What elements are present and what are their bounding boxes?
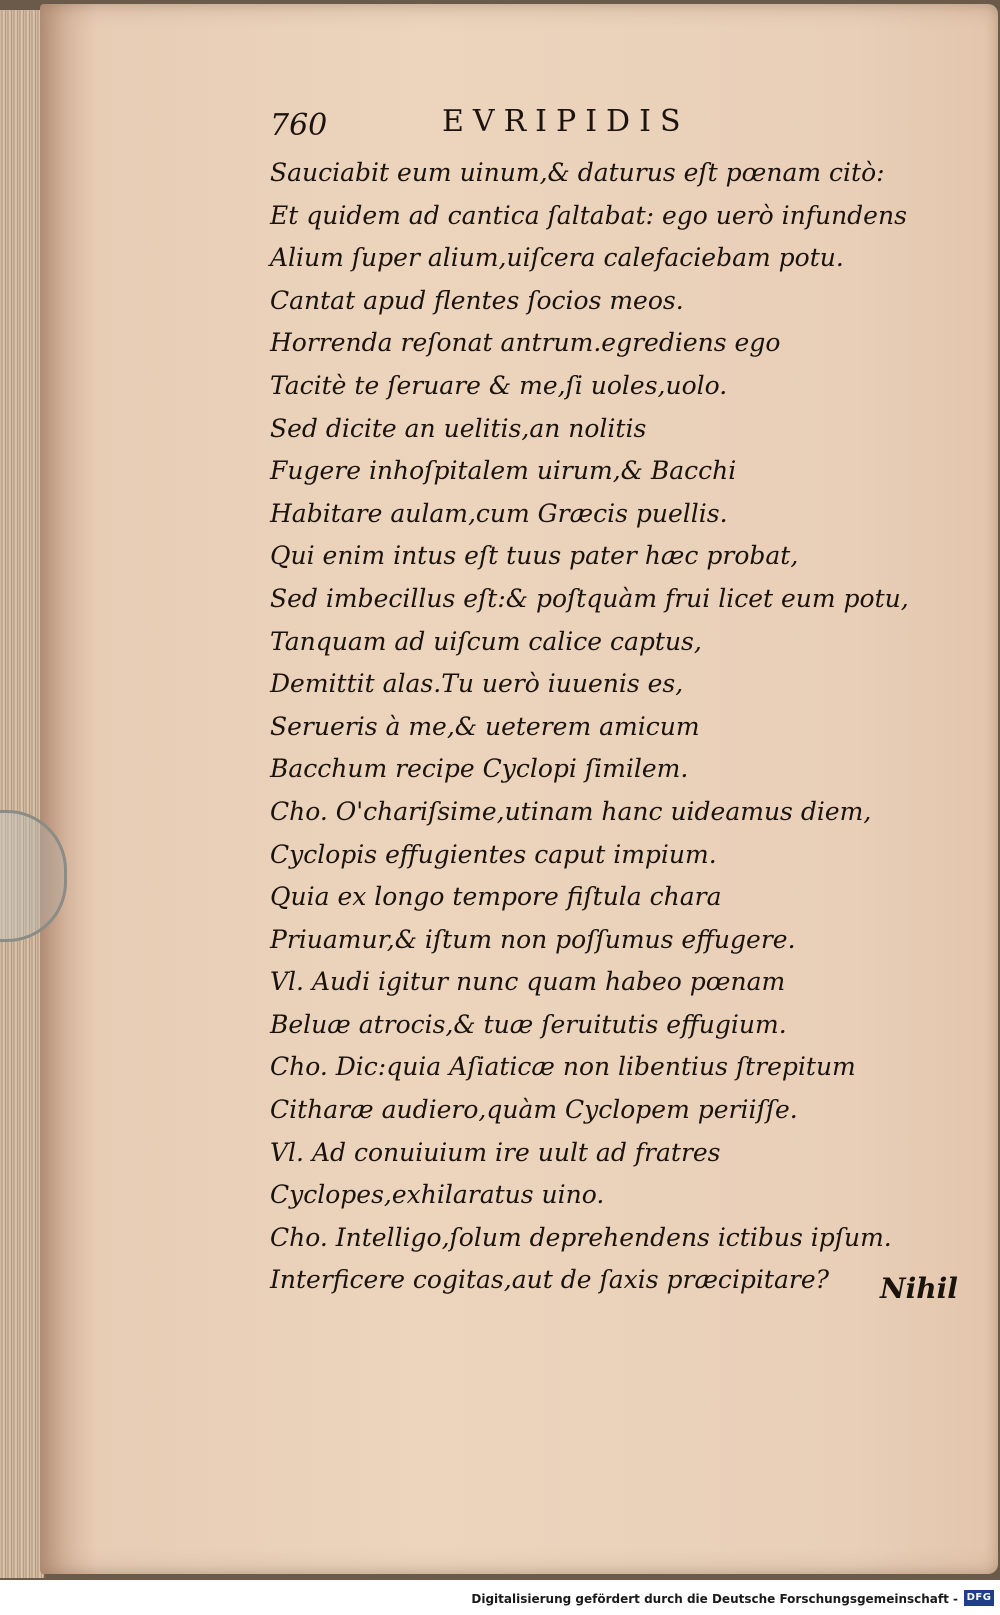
verse-line: Horrenda reſonat antrum.egrediens ego [270,328,781,358]
verse-line: Habitare aulam,cum Græcis puellis. [270,498,728,528]
verse-line: Alium ſuper alium,uiſcera calefaciebam potu. [270,243,844,273]
verse-line: Priuamur,& iſtum non poſſumus effugere. [270,924,796,954]
verse-line: Interficere cogitas,aut de ſaxis præcipitare? [270,1265,830,1295]
verse-line: Et quidem ad cantica ſaltabat: ego uerò infundens [270,200,907,230]
verse-line: Qui enim intus eſt tuus pater hæc probat, [270,541,799,571]
running-title: EVRIPIDIS [442,104,690,139]
verse-line: Demittit alas.Tu uerò iuuenis es, [270,669,684,699]
verse-line: Tanquam ad uiſcum calice captus, [270,626,702,656]
verse-line: Beluæ atrocis,& tuæ ſeruitutis effugium. [270,1009,787,1039]
verse-line: Citharæ audiero,quàm Cyclopem periiſſe. [270,1095,798,1125]
verse-line: Fugere inhoſpitalem uirum,& Bacchi [270,456,737,486]
verse-line: Sed dicite an uelitis,an nolitis [270,413,647,443]
verse-line: Cantat apud flentes ſocios meos. [270,285,684,315]
verse-line: Cyclopis effugientes caput impium. [270,839,717,869]
verse-line: Tacitè te ſeruare & me,ſi uoles,uolo. [270,370,728,400]
verse-line: Bacchum recipe Cyclopi ſimilem. [270,754,689,784]
catchword: Nihil [880,1272,958,1305]
verse-text [270,152,960,1302]
verse-line: Cho. O'chariſsime,utinam hanc uideamus diem, [270,796,872,826]
digitization-footer [0,1580,1000,1615]
verse-line: Serueris à me,& ueterem amicum [270,711,700,741]
verse-line: Vl. Audi igitur nunc quam habeo pœnam [270,967,786,997]
verse-line: Cho. Intelligo,ſolum deprehendens ictibus ipſum. [270,1222,892,1252]
verse-line: Cyclopes,exhilaratus uino. [270,1180,605,1210]
verse-line: Sauciabit eum uinum,& daturus eſt pœnam citò: [270,158,885,187]
funding-credit: Digitalisierung gefördert durch die Deutsche Forschungsgemeinschaft - [471,1592,958,1606]
verse-line: Sed imbecillus eſt:& poſtquàm frui licet eum potu, [270,583,909,613]
page-number: 760 [270,108,328,143]
verse-line: Quia ex longo tempore fiſtula chara [270,882,722,912]
dfg-logo: DFG [964,1590,994,1606]
page-header [270,102,950,150]
verse-line: Cho. Dic:quia Aſiaticæ non libentius ſtrepitum [270,1052,856,1082]
verse-line: Vl. Ad conuiuium ire uult ad fratres [270,1137,721,1167]
